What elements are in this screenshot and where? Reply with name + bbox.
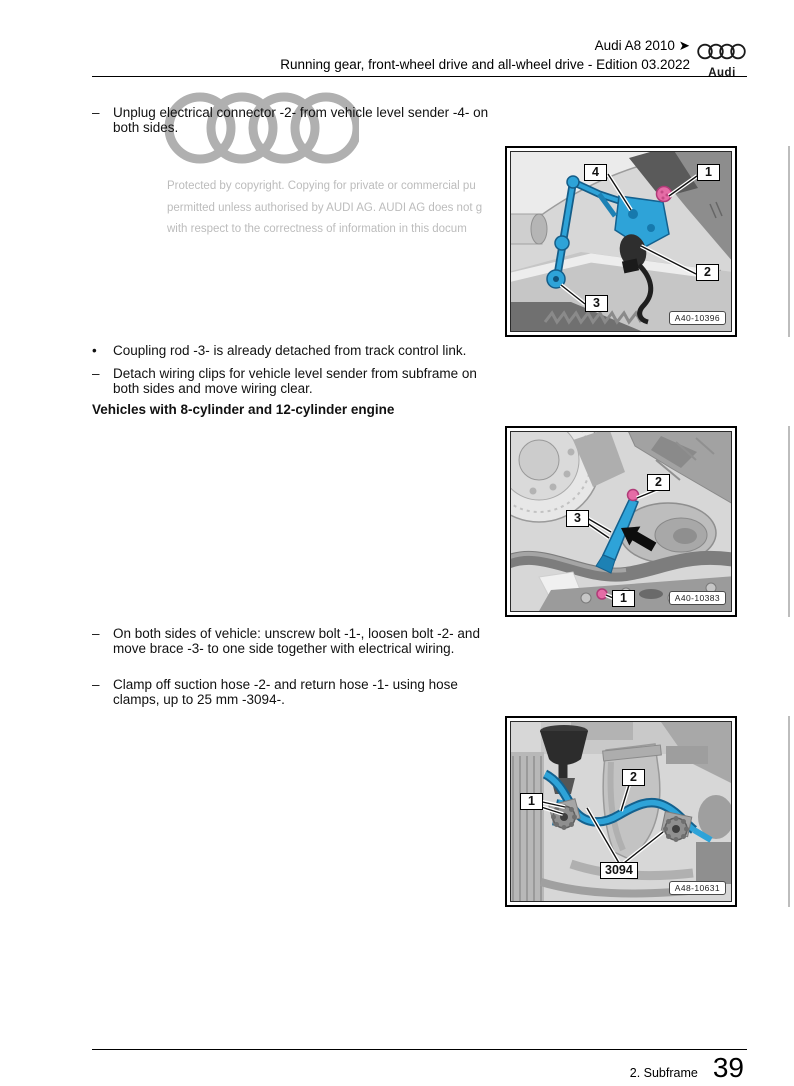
page-edge-line [788,146,790,337]
figure-callout: 1 [520,793,543,810]
step-marker: – [92,366,100,381]
figure-callout: 2 [622,769,645,786]
figure-id-label: A48-10631 [669,881,726,895]
step-text: Coupling rod -3- is already detached from track control link. [113,343,467,358]
page-edge-line [788,716,790,907]
copyright-watermark [167,176,504,241]
figure-brace-bolts [505,426,737,617]
instruction-step [92,106,489,135]
section-heading: Vehicles with 8-cylinder and 12-cylinder engine [92,402,395,417]
figure-callout: 2 [647,474,670,491]
step-text: Unplug electrical connector -2- from vehicle level sender -4- on both sides. [113,105,489,135]
instruction-step [92,627,489,656]
figure-hose-clamps [505,716,737,907]
figure-id-label: A40-10396 [669,311,726,325]
watermark-line: with respect to the correctness of information in this docum [167,223,467,235]
header-rule [92,76,747,77]
page-number: 39 [712,1052,744,1083]
watermark-line: permitted unless authorised by AUDI AG. AUDI AG does not g [167,201,483,214]
figure-illustration [511,432,731,611]
figure-callout: 3 [566,510,589,527]
figure-canvas [510,721,732,902]
figure-callout: 2 [696,264,719,281]
figure-vehicle-level-sender [505,146,737,337]
step-marker: • [92,343,97,358]
step-marker: – [92,105,100,120]
watermark-line: Protected by copyright. Copying for private or commercial pu [167,180,476,192]
figure-callout: 3094 [600,862,638,879]
footer-section-label: 2. Subframe [629,1066,698,1080]
figure-canvas [510,151,732,332]
instruction-step [92,367,489,396]
step-marker: – [92,677,100,692]
footer-rule [92,1049,747,1050]
step-text: Detach wiring clips for vehicle level sender from subframe on both sides and move wiring clear. [113,366,477,396]
figure-callout: 1 [612,590,635,607]
header-model-line: Audi A8 2010 ➤ [594,38,690,53]
figure-callout: 3 [585,295,608,312]
audi-rings-icon [697,42,747,61]
page-header [92,37,690,74]
figure-callout: 1 [697,164,720,181]
step-marker: – [92,626,100,641]
audi-logo [697,42,747,79]
instruction-step [92,344,489,359]
audi-wordmark: Audi [708,67,736,79]
instruction-step [92,678,489,707]
step-text: On both sides of vehicle: unscrew bolt -1-, loosen bolt -2- and move brace -3- to one side together with electrical wiring. [113,626,480,656]
step-text: Clamp off suction hose -2- and return hose -1- using hose clamps, up to 25 mm -3094-. [113,677,458,707]
figure-callout: 4 [584,164,607,181]
header-doc-title: Running gear, front-wheel drive and all-wheel drive - Edition 03.2022 [280,56,690,72]
figure-canvas [510,431,732,612]
page-edge-line [788,426,790,617]
figure-id-label: A40-10383 [669,591,726,605]
page-footer [92,1052,744,1084]
